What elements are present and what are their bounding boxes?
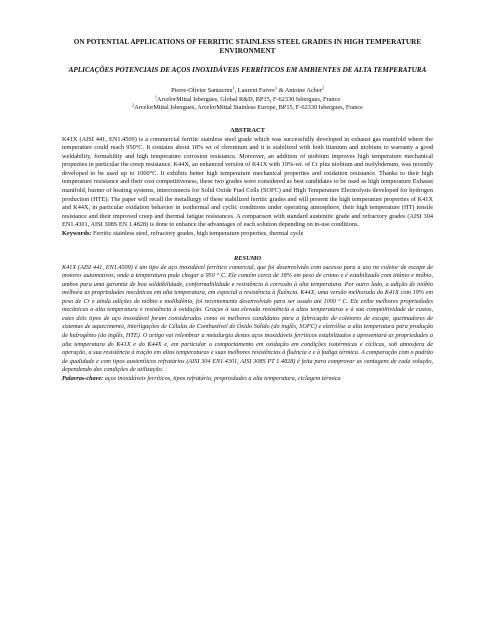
author-separator: & xyxy=(277,87,285,94)
author-name: Antoine Acher xyxy=(284,87,322,94)
author-name: Laurent Faivre xyxy=(237,87,276,94)
affiliation-text: ArcelorMittal Isbergues, Global R&D, BP15, F-62330 Isbergues, France xyxy=(156,95,341,103)
author-affiliation-mark: 1 xyxy=(275,85,278,91)
author-name: Pierre-Olivier Santacreu xyxy=(171,87,233,94)
keywords-text: Ferritic stainless steel, refractory grades, high temperature properties, thermal cycle xyxy=(91,230,304,238)
abstract-heading: ABSTRACT xyxy=(230,126,265,134)
author-affiliation-mark: 1 xyxy=(232,85,235,91)
resumo-heading: RESUMO xyxy=(234,254,261,262)
author-separator: , xyxy=(234,87,238,94)
paper-title-english: ON POTENTIAL APPLICATIONS OF FERRITIC STAINLESS STEEL GRADES IN HIGH TEMPERATURE ENVIRONMENT xyxy=(73,38,422,55)
abstract-body xyxy=(62,136,433,239)
abstract-text: K41X (AISI 441, EN1.4509) is a commercial ferritic stainless steel grade which was successfully developed in exhaust gas manifold where the temperature could reach 950°C. It contains about 18% wt of chromium and it is stabilized with both titanium and niobium to warranty a good weldability, formability and high temperature corrosion resistance. Moreover, an addition of niobium improves high temperature mechanical properties in particular the creep resistance. K44X, an enhanced version of K41X with 19%-wt. of Cr plus niobium and molybdenum, was recently developed to be used up to 1000°C. It exhibits better high temperature mechanical properties and oxidation resistance. Thanks to their high temperature resistance and their cost competitiveness, these two grades were considered as best candidates to be used as high temperature Exhaust manifold, burner of heating systems, interconnects for Solid Oxide Fuel Cells (SOFC) and High Temperature Electrolysis developed for hydrogen production (HTE). The paper will recall the metallurgy of these stabilized ferritic grades and will present the high temperature properties of K41X and K44X, in particular oxidation behavior in isothermal and cyclic conditions under operating atmosphere, their high temperature (HT) tensile resistance and their improved creep and thermal fatigue resistances. A comparison with standard austenitic grade and refractory grades (AISI 304 EN1.4301, AISI 308S EN 1.4828) is done to enhance the advantages of each solution depending on in-use conditions. xyxy=(62,135,433,229)
affiliation-number: 2 xyxy=(132,102,135,107)
resumo-body xyxy=(62,264,433,384)
paper-page xyxy=(62,38,433,383)
resumo-text: K41X (AISI 441, EN1.4509) é um tipo de aço inoxidável ferrítico comercial, que foi desenvolvido com sucesso para a uso no coletor de escape de motores automotivos, onde a temperatura pode chegar a 950 ° C. Ele contém cerca de 18% em peso de cromo e é estabilizado com titânio e nióbio, ambos para uma garantia de boa soldabilidade, conformabilidade e resistência à corrosão à alta temperatura. Por outro lado, a adição de nióbio melhora as propriedades mecânicas em alta temperatura, em especial a resistência à fluência. K44X, uma versão melhorada do K41X com 19% em peso de Cr e ainda adições de nióbio e molibdênio, foi recentemente desenvolvido para ser usado até 1000 ° C. Ele exibe melhores propriedades mecânicas a alta temperatura e resistência à oxidação. Graças à sua elevada resistência a altas temperaturas e à sua competitividade de custos, estes dois tipos de aço inoxidável foram considerados como os melhores candidatos para a fabricação de coletores de escape, queimadores de sistemas de aquecimento, interligações de Células de Combustível de Óxido Sólido (do inglês, SOFC) e eletrólise a alta temperatura para produção de hidrogênio (do inglês, HTE). O artigo vai relembrar a metalurgia destes aços inoxidáveis ferríticos estabilizados e apresentará as propriedades a alta temperatura do K41X e do K44X e, em particular o comportamento em oxidação em condições isotérmicas e cíclicas, sob atmosfera de operação, a sua resistência à tração em altas temperaturas e suas melhores resistências à fluência e e à fadiga térmica. A comparação com o padrão de qualidade e com tipos austeníticos refratários (AISI 304 EN1.4301, AISI 308S PT 1.4828) é feita para comprovar as vantagens de cada solução, dependendo das condições de utilização. xyxy=(62,263,433,374)
author-affiliation-mark: 2 xyxy=(321,85,324,91)
affiliation xyxy=(62,104,433,112)
paper-title-portuguese: APLICAÇÕES POTENCIAIS DE AÇOS INOXIDÁVEIS FERRÍTICOS EM AMBIENTES DE ALTA TEMPERATURA xyxy=(68,66,427,74)
author-list xyxy=(62,87,433,96)
keywords-label: Keywords: xyxy=(62,230,92,238)
affiliation-text: ArcelorMittal Isbergues, ArcelorMittal Stainless Europe, BP15, F-62330 Isbergues, France xyxy=(134,103,363,111)
affiliation-number: 1 xyxy=(154,94,157,99)
palavras-chave-label: Palavras-chave: xyxy=(62,374,104,382)
palavras-chave-text: aços inoxidáveis ferríticos, tipos refratário, propriedades a alta temperatura, ciclagem térmica xyxy=(103,374,341,382)
affiliation xyxy=(62,96,433,104)
